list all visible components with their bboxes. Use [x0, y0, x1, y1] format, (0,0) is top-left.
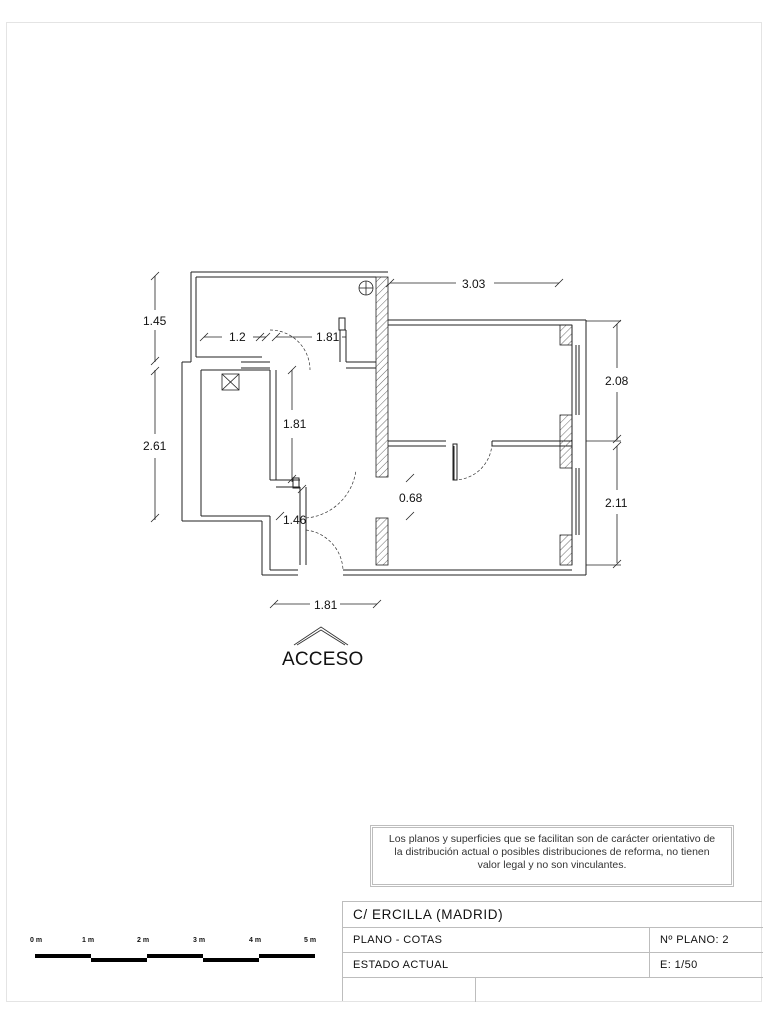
scale-segment	[35, 954, 91, 958]
title-block	[342, 901, 762, 1001]
scale-segment	[91, 958, 147, 962]
disclaimer-box	[370, 825, 734, 887]
dim-top-right-width: 3.03	[462, 277, 486, 291]
title-block-divider	[475, 978, 476, 1002]
disclaimer-line-3: valor legal y no son vinculantes.	[477, 859, 627, 871]
dim-door-gap: 0.68	[399, 491, 423, 505]
dim-entry-width: 1.46	[283, 513, 307, 527]
dim-kitchen-width: 1.2	[229, 330, 246, 344]
scale-bar-labels	[30, 937, 330, 947]
state-text: ESTADO ACTUAL	[353, 959, 449, 971]
disclaimer-line-1: Los planos y superficies que se facilitan son de carácter orientativo de	[388, 833, 716, 845]
access-label: ACCESO	[282, 649, 364, 670]
plan-type-text: PLANO - COTAS	[353, 934, 443, 946]
dim-left-height: 2.61	[143, 439, 167, 453]
dim-right-height-upper: 2.08	[605, 374, 629, 388]
title-block-state-row	[343, 953, 763, 978]
dim-corridor-width-top: 1.81	[316, 330, 340, 344]
scale-segment	[203, 958, 259, 962]
scale-bar	[35, 954, 315, 964]
dim-top-left-height: 1.45	[143, 314, 167, 328]
address-text: C/ ERCILLA (MADRID)	[353, 907, 504, 922]
scale-cell	[649, 953, 698, 977]
scale-label-3: 3 m	[193, 937, 206, 944]
scale-segment	[259, 954, 315, 958]
scale-label-4: 4 m	[249, 937, 262, 944]
scale-label-5: 5 m	[304, 937, 317, 944]
title-block-address-row	[343, 902, 763, 928]
scale-label-0: 0 m	[30, 937, 43, 944]
access-arrow-icon	[294, 627, 348, 645]
dim-right-height-lower: 2.11	[605, 496, 628, 510]
dim-bottom-width: 1.81	[314, 598, 338, 612]
plan-number-text: Nº PLANO: 2	[660, 934, 729, 946]
scale-text: E: 1/50	[660, 959, 698, 971]
disclaimer-line-2: la distribución actual o posibles distribuciones de reforma, no tienen	[394, 846, 710, 858]
scale-segment	[147, 954, 203, 958]
plan-number-cell	[649, 928, 729, 952]
scale-label-1: 1 m	[82, 937, 95, 944]
dim-kitchen-depth: 1.81	[283, 417, 307, 431]
title-block-empty-row	[343, 978, 763, 1002]
title-block-plan-row	[343, 928, 763, 953]
door-leaves	[293, 318, 492, 530]
scale-label-2: 2 m	[137, 937, 150, 944]
